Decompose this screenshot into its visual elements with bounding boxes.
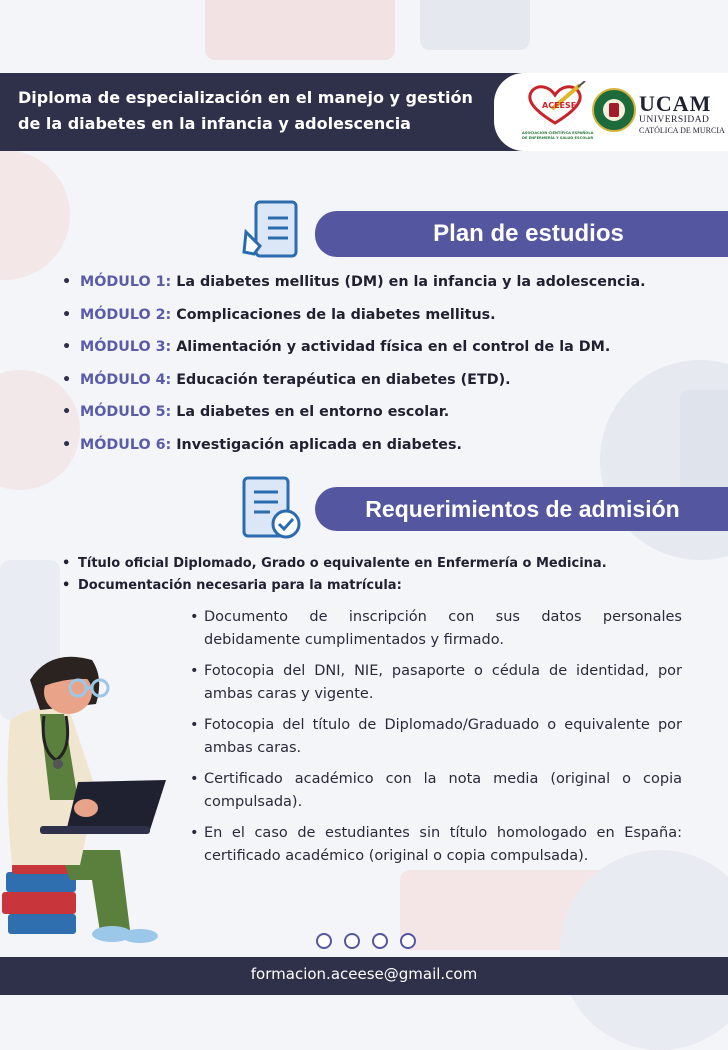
bg-shape: [205, 0, 395, 60]
admission-icon: [240, 474, 304, 546]
requirement-item: • Documentación necesaria para la matrícula:: [62, 575, 607, 597]
module-key: MÓDULO 4:: [80, 371, 172, 388]
admission-title: Requerimientos de admisión: [365, 496, 680, 522]
diploma-title-line2: de la diabetes en la infancia y adolescencia: [18, 114, 411, 133]
ucam-wordmark: UCAM: [639, 91, 712, 116]
module-text: Alimentación y actividad física en el control de la DM.: [171, 339, 611, 355]
module-list: [62, 268, 646, 463]
aceese-wordmark: ACEESE: [542, 101, 577, 110]
document-list-icon: [242, 198, 304, 264]
plan-title: Plan de estudios: [433, 220, 624, 247]
module-text: Educación terapéutica en diabetes (ETD).: [171, 371, 511, 388]
pagination-dot: [344, 933, 360, 949]
aceese-logo: [522, 81, 594, 143]
requirement-item: • Título oficial Diplomado, Grado o equivalente en Enfermería o Medicina.: [62, 553, 607, 575]
module-item: [62, 431, 646, 464]
ucam-line1: UNIVERSIDAD: [639, 115, 710, 125]
module-item: [62, 333, 646, 366]
bg-shape: [420, 0, 530, 50]
documents-list: [190, 606, 682, 876]
module-text: La diabetes mellitus (DM) en la infancia y la adolescencia.: [171, 274, 646, 290]
module-key: MÓDULO 5:: [80, 404, 172, 420]
pagination-dot: [372, 933, 388, 949]
plan-title-pill: [315, 211, 728, 257]
document-item: • Certificado académico con la nota media (original o copia compulsada).: [190, 768, 682, 814]
pagination-dot: [316, 933, 332, 949]
doctor-illustration: [0, 650, 180, 950]
module-text: Complicaciones de la diabetes mellitus.: [171, 306, 496, 323]
document-item: • Documento de inscripción con sus datos personales debidamente cumplimentados y firmado.: [190, 606, 682, 652]
ucam-line2: CATÓLICA DE MURCIA: [639, 126, 725, 135]
logo-panel: [494, 73, 728, 151]
document-item: • En el caso de estudiantes sin título homologado en España: certificado académico (original o copia compulsada).: [190, 822, 682, 868]
footer-bar: [0, 957, 728, 995]
ucam-seal: [592, 88, 636, 132]
module-item: [62, 366, 646, 399]
bg-shape: [0, 150, 70, 280]
requirements-list: [62, 553, 607, 597]
document-item: • Fotocopia del DNI, NIE, pasaporte o cédula de identidad, por ambas caras y vigente.: [190, 660, 682, 706]
document-check-icon: [240, 474, 304, 542]
module-text: La diabetes en el entorno escolar.: [171, 404, 450, 420]
contact-email[interactable]: formacion.aceese@gmail.com: [250, 965, 478, 983]
module-text: Investigación aplicada en diabetes.: [171, 436, 462, 453]
diploma-title-line1: Diploma de especialización en el manejo y gestión: [18, 88, 473, 107]
aceese-caption-2: DE ENFERMERÍA Y SALUD ESCOLAR: [522, 136, 594, 140]
admission-title-pill: [315, 487, 728, 531]
doctor-with-laptop-icon: [0, 650, 180, 950]
heart-syringe-icon: [522, 81, 588, 127]
module-item: [62, 301, 646, 334]
module-key: MÓDULO 6:: [80, 436, 172, 453]
module-key: MÓDULO 1:: [80, 274, 172, 290]
diploma-title: [18, 85, 488, 137]
module-key: MÓDULO 3:: [80, 339, 172, 355]
module-item: [62, 268, 646, 301]
aceese-caption-1: ASOCIACIÓN CIENTÍFICA ESPAÑOLA: [522, 131, 594, 135]
pagination-dot: [400, 933, 416, 949]
document-item: • Fotocopia del título de Diplomado/Graduado o equivalente por ambas caras.: [190, 714, 682, 760]
module-key: MÓDULO 2:: [80, 306, 172, 323]
module-item: [62, 398, 646, 431]
plan-icon: [242, 198, 304, 268]
header-bar: [0, 73, 728, 151]
